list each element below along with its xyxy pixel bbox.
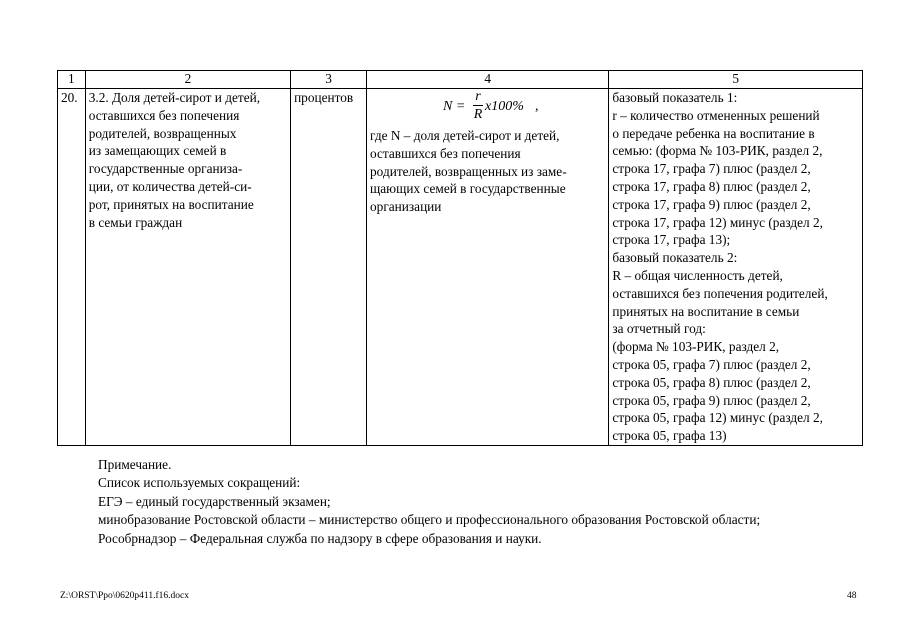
data-table: [57, 70, 863, 446]
footer-file-path: Z:\ORST\Ppo\0620p411.f16.docx: [60, 591, 189, 601]
source-line: строка 05, графа 8) плюс (раздел 2,: [612, 374, 811, 390]
unit-cell: процентов: [291, 89, 367, 446]
formula-desc-line: родителей, возвращенных из заме-: [370, 163, 567, 179]
formula-comma: ,: [535, 99, 539, 114]
formula-cell: [367, 89, 609, 446]
formula-lhs: N =: [443, 99, 466, 114]
note-line: Рособрнадзор – Федеральная служба по надзору в сфере образования и науки.: [98, 530, 542, 546]
indicator-line: ции, от количества детей-си-: [88, 178, 252, 194]
source-line: за отчетный год:: [612, 321, 706, 337]
formula-desc-line: щающих семей в государственные: [370, 181, 566, 197]
formula-desc-line: где N – доля детей-сирот и детей,: [370, 128, 560, 143]
source-line: принятых на воспитание в семьи: [612, 303, 800, 319]
source-cell: [609, 89, 863, 446]
formula-multiplier: x100%: [485, 99, 524, 114]
column-header-2: 2: [85, 71, 290, 89]
formula-fraction: [473, 89, 483, 122]
source-line: R – общая численность детей,: [612, 267, 783, 283]
formula-numerator: r: [475, 89, 481, 104]
indicator-line: из замещающих семей в: [88, 143, 227, 159]
notes-section: [98, 456, 760, 548]
indicator-line: оставшихся без попечения: [88, 107, 240, 123]
note-line: ЕГЭ – единый государственный экзамен;: [98, 493, 331, 509]
source-line: строка 17, графа 13);: [612, 232, 731, 248]
source-line: семью: (форма № 103-РИК, раздел 2,: [612, 143, 823, 159]
source-line: строка 17, графа 8) плюс (раздел 2,: [612, 178, 811, 194]
source-line: строка 17, графа 12) минус (раздел 2,: [612, 214, 823, 230]
source-line: базовый показатель 1:: [612, 90, 738, 105]
header-row: [58, 71, 863, 89]
source-line: о передаче ребенка на воспитание в: [612, 125, 815, 141]
note-title: Примечание.: [98, 457, 172, 472]
indicator-line: в семьи граждан: [88, 214, 183, 230]
formula: [370, 89, 605, 127]
indicator-name-cell: [85, 89, 290, 446]
source-line: строка 05, графа 13): [612, 428, 727, 444]
column-header-3: 3: [291, 71, 367, 89]
formula-desc-line: организации: [370, 199, 442, 215]
column-header-1: 1: [58, 71, 86, 89]
indicator-line: рот, принятых на воспитание: [88, 196, 254, 212]
source-line: строка 05, графа 12) минус (раздел 2,: [612, 410, 823, 426]
indicator-line: государственные организа-: [88, 161, 243, 177]
formula-desc-line: оставшихся без попечения: [370, 145, 521, 161]
fraction-bar: [473, 105, 483, 106]
row-number: 20.: [58, 89, 86, 446]
source-line: строка 17, графа 9) плюс (раздел 2,: [612, 196, 811, 212]
column-header-4: 4: [367, 71, 609, 89]
source-line: оставшихся без попечения родителей,: [612, 285, 828, 301]
table-row: [58, 89, 863, 446]
source-line: базовый показатель 2:: [612, 250, 738, 266]
indicator-line: родителей, возвращенных: [88, 125, 237, 141]
column-header-5: 5: [609, 71, 863, 89]
indicator-line: 3.2. Доля детей-сирот и детей,: [88, 90, 261, 105]
note-line: минобразование Ростовской области – министерство общего и профессионального образования Ростовской области;: [98, 512, 761, 528]
source-line: строка 17, графа 7) плюс (раздел 2,: [612, 161, 811, 177]
source-line: r – количество отмененных решений: [612, 107, 820, 123]
source-line: (форма № 103-РИК, раздел 2,: [612, 339, 780, 355]
formula-denominator: R: [473, 107, 483, 122]
source-line: строка 05, графа 7) плюс (раздел 2,: [612, 356, 811, 372]
source-line: строка 05, графа 9) плюс (раздел 2,: [612, 392, 811, 408]
page-number: 48: [847, 591, 857, 601]
note-line: Список используемых сокращений:: [98, 475, 301, 491]
